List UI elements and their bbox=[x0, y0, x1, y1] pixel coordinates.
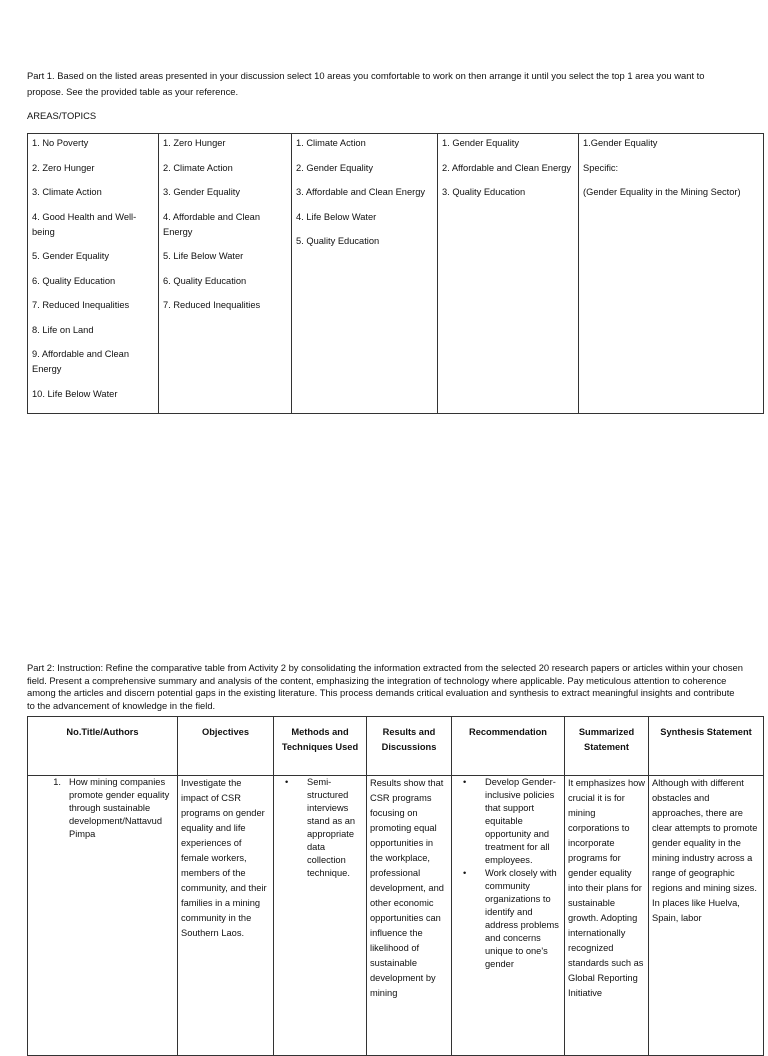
area-item: 5. Quality Education bbox=[296, 236, 380, 246]
cell-synthesis: Although with different obstacles and approaches, there are clear attempts to promote gender equality in the mining industry across a range of geographic regions and mining sizes. In places like Huelva, Spain, labor bbox=[649, 776, 764, 1056]
header-title-authors: No.Title/Authors bbox=[28, 717, 178, 776]
row-number: 1. bbox=[53, 777, 61, 787]
header-recommendation: Recommendation bbox=[452, 717, 565, 776]
area-item: 4. Good Health and Well-being bbox=[32, 211, 137, 237]
header-methods: Methods and Techniques Used bbox=[274, 717, 367, 776]
area-item: (Gender Equality in the Mining Sector) bbox=[583, 187, 741, 197]
areas-column-2 bbox=[159, 134, 292, 414]
areas-topics-label: AREAS/TOPICS bbox=[27, 110, 97, 121]
area-item: 6. Quality Education bbox=[32, 275, 116, 286]
area-item: 1. Zero Hunger bbox=[163, 138, 226, 148]
areas-column-4 bbox=[438, 134, 579, 414]
cell-results: Results show that CSR programs focusing on promoting equal opportunities in the workplace, professional development, and other economic opportunities can influence the likelihood of sustainable development by mining bbox=[367, 776, 452, 1056]
area-item: 8. Life on Land bbox=[32, 324, 94, 335]
area-item: 4. Affordable and Clean Energy bbox=[163, 211, 261, 237]
area-item: 2. Gender Equality bbox=[296, 162, 374, 173]
area-item: 2. Climate Action bbox=[163, 162, 233, 173]
cell-summarized: It emphasizes how crucial it is for mining corporations to incorporate programs for gender equality into their plans for sustainable growth. Adopting internationally recognized standards such as Global Reporting Initiative bbox=[565, 776, 649, 1056]
area-item: 3. Quality Education bbox=[442, 187, 526, 197]
area-item: Specific: bbox=[583, 162, 619, 173]
areas-column-5 bbox=[579, 134, 764, 414]
header-synthesis: Synthesis Statement bbox=[649, 717, 764, 776]
method-bullet: • Semi-structured interviews stand as an appropriate data collection technique. bbox=[307, 776, 363, 880]
areas-column-3 bbox=[292, 134, 438, 414]
areas-row bbox=[28, 134, 764, 414]
area-item: 1. Gender Equality bbox=[442, 138, 520, 148]
area-item: 1.Gender Equality bbox=[583, 138, 658, 148]
area-item: 7. Reduced Inequalities bbox=[163, 300, 261, 310]
area-item: 2. Zero Hunger bbox=[32, 162, 95, 173]
recommendation-bullet: • Develop Gender-inclusive policies that support equitable opportunity and treatment for all employees. bbox=[485, 776, 561, 867]
comparative-table bbox=[27, 716, 764, 1056]
area-item: 7. Reduced Inequalities bbox=[32, 300, 130, 310]
area-item: 5. Gender Equality bbox=[32, 251, 110, 261]
header-results: Results and Discussions bbox=[367, 717, 452, 776]
area-item: 3. Climate Action bbox=[32, 187, 102, 197]
part1-instruction: Part 1. Based on the listed areas presented in your discussion select 10 areas you comfortable to work on then arrange it until you select the top 1 area you want to propose. See the provided table as your reference. bbox=[27, 70, 705, 97]
area-item: 5. Life Below Water bbox=[163, 251, 244, 261]
area-item: 1. Climate Action bbox=[296, 138, 366, 148]
area-item: 6. Quality Education bbox=[163, 275, 247, 286]
area-item: 3. Gender Equality bbox=[163, 187, 241, 197]
table-header-row bbox=[28, 717, 764, 776]
areas-column-1 bbox=[28, 134, 159, 414]
cell-objectives: Investigate the impact of CSR programs on gender equality and life experiences of female workers, members of the community, and their families in a mining community in the Southern Laos. bbox=[178, 776, 274, 1056]
header-objectives: Objectives bbox=[178, 717, 274, 776]
recommendation-bullet: • Work closely with community organizations to identify and address problems and concerns unique to one's gender bbox=[485, 867, 561, 971]
cell-methods bbox=[274, 776, 367, 1056]
cell-title-authors bbox=[28, 776, 178, 1056]
paper-title: How mining companies promote gender equality through sustainable development/Nattavud Pimpa bbox=[69, 777, 170, 839]
area-item: 3. Affordable and Clean Energy bbox=[296, 187, 426, 197]
areas-table bbox=[27, 133, 764, 414]
area-item: 9. Affordable and Clean Energy bbox=[32, 349, 130, 374]
cell-recommendation bbox=[452, 776, 565, 1056]
area-item: 10. Life Below Water bbox=[32, 388, 118, 399]
header-summarized: Summarized Statement bbox=[565, 717, 649, 776]
table-row bbox=[28, 776, 764, 1056]
area-item: 2. Affordable and Clean Energy bbox=[442, 162, 572, 173]
part2-instruction: Part 2: Instruction: Refine the comparative table from Activity 2 by consolidating the information extracted from the selected 20 research papers or articles within your chosen field. Present a comprehensive summary and analysis of the content, emphasizing the integration of technology where applicable. Pay meticulous attention to coherence among the articles and discern potential gaps in the existing literature. This process demands critical evaluation and synthesis to extract meaningful insights and contribute to the advancement of knowledge in the field. bbox=[27, 662, 743, 711]
area-item: 1. No Poverty bbox=[32, 138, 89, 148]
area-item: 4. Life Below Water bbox=[296, 211, 377, 222]
